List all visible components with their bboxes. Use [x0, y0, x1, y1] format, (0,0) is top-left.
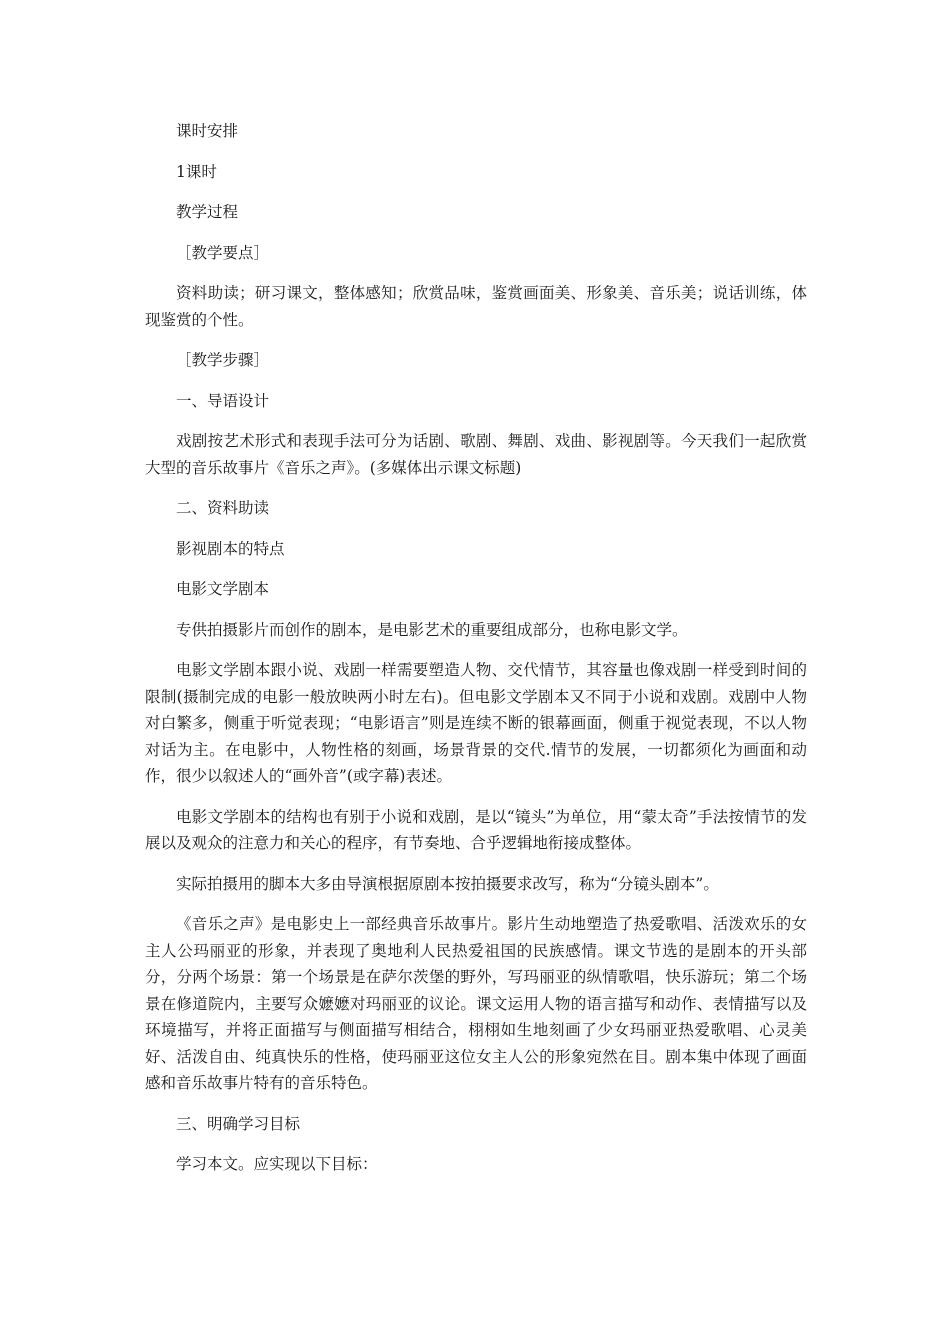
- step-3-heading: 三、明确学习目标: [176, 1114, 301, 1133]
- subheading-steps: ［教学步骤］: [176, 351, 270, 369]
- section-heading-process: 教学过程: [176, 203, 239, 221]
- shooting-script-note: 实际拍摄用的脚本大多由导演根据原剧本按拍摄要求改写，称为“分镜头剧本”。: [176, 874, 719, 893]
- film-script-definition: 专供拍摄影片而创作的剧本，是电影艺术的重要组成部分，也称电影文学。: [176, 620, 688, 639]
- learning-goals-intro: 学习本文。应实现以下目标：: [176, 1155, 378, 1173]
- document-body: [145, 118, 807, 1192]
- key-points-text: 资料助读；研习课文，整体感知；欣赏品味，鉴赏画面美、形象美、音乐美；说话训练，体现鉴赏的个性。: [145, 284, 807, 329]
- sound-of-music-summary: 《音乐之声》是电影史上一部经典音乐故事片。影片生动地塑造了热爱歌唱、活泼欢乐的女主人公玛丽亚的形象，并表现了奥地利人民热爱祖国的民族感情。课文节选的是剧本的开头部分，分两个场景：第一个场景是在萨尔茨堡的野外，写玛丽亚的纵情歌唱，快乐游玩；第二个场景在修道院内，主要写众嬷嬷对玛丽亚的议论。课文运用人物的语言描写和动作、表情描写以及环境描写，并将正面描写与侧面描写相结合，栩栩如生地刻画了少女玛丽亚热爱歌唱、心灵美好、活泼自由、纯真快乐的性格，使玛丽亚这位女主人公的形象宛然在目。剧本集中体现了画面感和音乐故事片特有的音乐特色。: [145, 915, 807, 1092]
- subheading-key-points: ［教学要点］: [176, 243, 270, 262]
- step-2-heading: 二、资料助读: [176, 499, 270, 517]
- subheading-screenplay-features: 影视剧本的特点: [176, 539, 285, 558]
- schedule-value: 1课时: [176, 162, 217, 181]
- section-heading-schedule: 课时安排: [176, 122, 239, 140]
- step-1-heading: 一、导语设计: [176, 391, 270, 410]
- subheading-film-script: 电影文学剧本: [176, 580, 270, 598]
- intro-paragraph: 戏剧按艺术形式和表现手法可分为话剧、歌剧、舞剧、戏曲、影视剧等。今天我们一起欣赏大型的音乐故事片《音乐之声》。(多媒体出示课文标题): [145, 432, 807, 477]
- film-script-comparison: 电影文学剧本跟小说、戏剧一样需要塑造人物、交代情节，其容量也像戏剧一样受到时间的限制(摄制完成的电影一般放映两小时左右)。但电影文学剧本又不同于小说和戏剧。戏剧中人物对白繁多，侧重于听觉表现；“电影语言”则是连续不断的银幕画面，侧重于视觉表现，不以人物对话为主。在电影中，人物性格的刻画，场景背景的交代.情节的发展，一切都须化为画面和动作，很少以叙述人的“画外音”(或字幕)表述。: [145, 661, 807, 785]
- film-script-structure: 电影文学剧本的结构也有别于小说和戏剧，是以“镜头”为单位，用“蒙太奇”手法按情节的发展以及观众的注意力和关心的程序，有节奏地、合乎逻辑地衔接成整体。: [145, 807, 807, 852]
